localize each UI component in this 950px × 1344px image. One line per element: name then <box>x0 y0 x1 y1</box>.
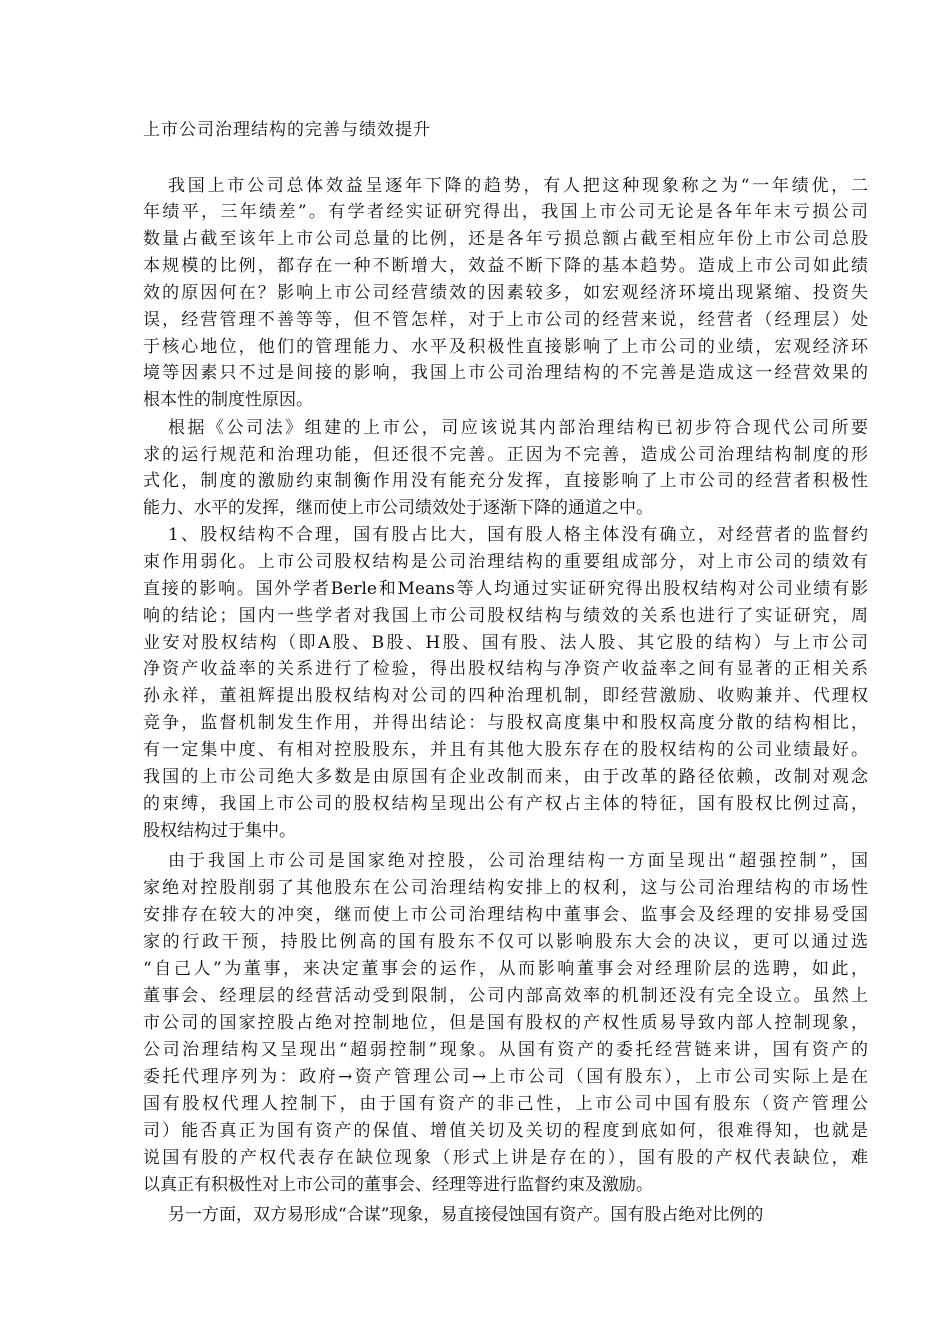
text-line: 家的行政干预，持股比例高的国有股东不仅可以影响股东大会的决议，更可以通过选 <box>143 932 868 952</box>
text-line: 竞争，监督机制发生作用，并得出结论：与股权高度集中和股权高度分散的结构相比， <box>143 713 868 733</box>
text-line: 有一定集中度、有相对控股股东，并且有其他大股东存在的股权结构的公司业绩最好。 <box>143 740 868 760</box>
text-line: 于核心地位，他们的管理能力、水平及积极性直接影响了上市公司的业绩，宏观经济环 <box>143 337 868 357</box>
text-line: 业安对股权结构（即A股、B股、H股、国有股、法人股、其它股的结构）与上市公司 <box>143 633 868 653</box>
text-line: 式化，制度的激励约束制衡作用没有能充分发挥，直接影响了上市公司的经营者积极性 <box>143 471 868 491</box>
text-line: 另一方面，双方易形成“合谋”现象，易直接侵蚀国有资产。国有股占绝对比例的 <box>168 1205 764 1225</box>
text-line: 直接的影响。国外学者Berle和Means等人均通过实证研究得出股权结构对公司业绩有影 <box>143 579 868 599</box>
text-line: 根本性的制度性原因。 <box>143 390 313 410</box>
text-line: 孙永祥，董祖辉提出股权结构对公司的四种治理机制，即经营激励、收购兼并、代理权 <box>143 686 868 706</box>
text-line: 响的结论；国内一些学者对我国上市公司股权结构与绩效的关系也进行了实证研究，周 <box>143 606 868 626</box>
document-title: 上市公司治理结构的完善与绩效提升 <box>143 120 431 140</box>
text-line: 数量占截至该年上市公司总量的比例，还是各年亏损总额占截至相应年份上市公司总股 <box>143 229 868 249</box>
text-line: 1、股权结构不合理，国有股占比大，国有股人格主体没有确立，对经营者的监督约 <box>168 525 868 545</box>
text-line: 委托代理序列为：政府→资产管理公司→上市公司（国有股东），上市公司实际上是在 <box>143 1067 868 1087</box>
text-line: 公司治理结构又呈现出“超弱控制”现象。从国有资产的委托经营链来讲，国有资产的 <box>143 1040 868 1060</box>
text-line: 家绝对控股削弱了其他股东在公司治理结构安排上的权利，这与公司治理结构的市场性 <box>143 878 868 898</box>
text-line: 净资产收益率的关系进行了检验，得出股权结构与净资产收益率之间有显著的正相关系 <box>143 659 868 679</box>
text-line: “自己人”为董事，来决定董事会的运作，从而影响董事会对经理阶层的选聘，如此， <box>143 959 868 979</box>
text-line: 境等因素只不过是间接的影响，我国上市公司治理结构的不完善是造成这一经营效果的 <box>143 363 868 383</box>
text-line: 误，经营管理不善等等，但不管怎样，对于上市公司的经营来说，经营者（经理层）处 <box>143 310 868 330</box>
text-line: 安排存在较大的冲突，继而使上市公司治理结构中董事会、监事会及经理的安排易受国 <box>143 905 868 925</box>
text-line: 国有股权代理人控制下，由于国有资产的非己性，上市公司中国有股东（资产管理公 <box>143 1094 868 1114</box>
text-line: 我国上市公司总体效益呈逐年下降的趋势，有人把这种现象称之为“一年绩优，二 <box>168 176 868 196</box>
text-line: 效的原因何在？影响上市公司经营绩效的因素较多，如宏观经济环境出现紧缩、投资失 <box>143 283 868 303</box>
text-line: 年绩平，三年绩差”。有学者经实证研究得出，我国上市公司无论是各年年末亏损公司 <box>143 202 868 222</box>
text-line: 的束缚，我国上市公司的股权结构呈现出公有产权占主体的特征，国有股权比例过高， <box>143 794 868 814</box>
text-line: 由于我国上市公司是国家绝对控股，公司治理结构一方面呈现出“超强控制”，国 <box>168 851 868 871</box>
text-line: 求的运行规范和治理功能，但还很不完善。正因为不完善，造成公司治理结构制度的形 <box>143 445 868 465</box>
text-line: 市公司的国家控股占绝对控制地位，但是国有股权的产权性质易导致内部人控制现象， <box>143 1013 868 1033</box>
text-line: 股权结构过于集中。 <box>143 821 296 841</box>
text-line: 以真正有积极性对上市公司的董事会、经理等进行监督约束及激励。 <box>143 1175 653 1195</box>
text-line: 束作用弱化。上市公司股权结构是公司治理结构的重要组成部分，对上市公司的绩效有 <box>143 552 868 572</box>
text-line: 说国有股的产权代表存在缺位现象（形式上讲是存在的），国有股的产权代表缺位，难 <box>143 1148 868 1168</box>
text-line: 司）能否真正为国有资产的保值、增值关切及关切的程度到底如何，很难得知，也就是 <box>143 1121 868 1141</box>
text-line: 本规模的比例，都存在一种不断增大，效益不断下降的基本趋势。造成上市公司如此绩 <box>143 256 868 276</box>
text-line: 根据《公司法》组建的上市公，司应该说其内部治理结构已初步符合现代公司所要 <box>168 418 868 438</box>
text-line: 能力、水平的发挥，继而使上市公司绩效处于逐渐下降的通道之中。 <box>143 498 653 518</box>
text-line: 董事会、经理层的经营活动受到限制，公司内部高效率的机制还没有完全设立。虽然上 <box>143 986 868 1006</box>
text-line: 我国的上市公司绝大多数是由原国有企业改制而来，由于改革的路径依赖，改制对观念 <box>143 767 868 787</box>
